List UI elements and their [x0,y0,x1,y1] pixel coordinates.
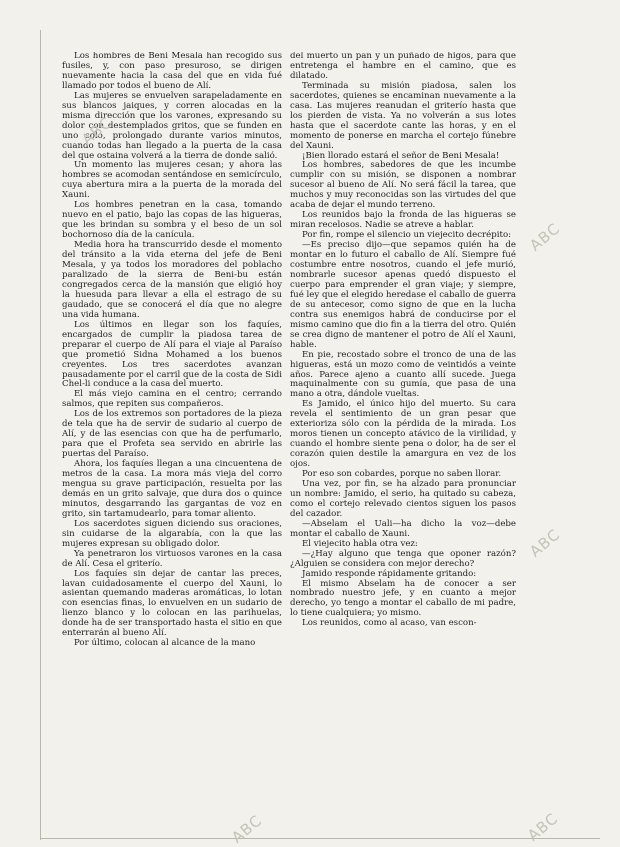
paragraph: Los hombres de Beni Mesala han recogido sus fusiles, y, con paso presuroso, se dirigen nuevamente hacia la casa del que en vida fué llamado por todos el bueno de Alí. [62,52,282,91]
paragraph: El mismo Abselam ha de conocer a ser nombrado nuestro jefe, y en cuanto a mejor derecho, yo tengo a montar el caballo de mi padre, lo tiene cualquiera; yo mismo. [290,578,516,619]
abc-watermark: ABC [228,811,266,847]
paragraph: Jamido responde rápidamente gritando: [302,568,477,579]
abc-watermark: ABC [524,809,562,845]
abc-watermark: ABC [526,525,564,561]
paragraph: Un momento las mujeres cesan; y ahora las hombres se acomodan sentándose en semicírculo, cuya abertura mira a la puerta de la morada del Xauni. [62,160,282,201]
paragraph: Una vez, por fin, se ha alzado para pronunciar un nombre: Jamido, el serio, ha quitado su cabeza, como el cortejo relevado cientos siguen los pasos del cazador. [290,478,516,519]
right-column [290,52,516,838]
left-column [62,52,282,838]
paragraph: —¿Hay alguno que tenga que oponer razón? ¿Alguien se considera con mejor derecho? [290,548,516,569]
paragraph: Los hombres penetran en la casa, tomando nuevo en el patio, bajo las copas de las higueras, que les brindan su sombra y el beso de un sol bochornoso día de la canícula. [62,200,282,241]
paragraph: Por eso son cobardes, porque no saben llorar. [302,469,502,480]
paragraph: El viejecito habla otra vez: [302,538,418,549]
paragraph: Terminada su misión piadosa, salen los sacerdotes, quienes se encaminan nuevamente a la casa. Las mujeres reanudan el griterío hasta que los pierden de vista. Ya no volverán a sus lotes hasta que el sacerdote cante las horas, y en el momento de ponerse en marcha el cortejo fúnebre del Xauni. [290,80,516,151]
abc-watermark: ABC [78,113,116,149]
paragraph: Los hombres, sabedores de que les incumbe cumplir con su misión, se disponen a nombrar sucesor al bueno de Alí. No será fácil la tarea, que muchos y muy reconocidas son las virtudes del que acaba de dejar el mundo terreno. [290,160,516,211]
paragraph: Las mujeres se envuelven sarapeladamente en sus blancos jaiques, y corren alocadas en la misma dirección que los varones, expresando su dolor con destemplados gritos, que se funden en uno solo, prolongado durante varios minutos, cuando todas han llegado a la puerta de la casa del que ostaina volverá a la tierra de donde salió. [62,90,282,161]
paragraph: ¡Bien llorado estará el señor de Beni Mesala! [302,150,500,161]
paragraph: En pie, recostado sobre el tronco de una de las higueras, está un mozo como de veintidós a veinte años. Parece ajeno a cuanto allí sucede. Juega maquinalmente con su gumía, que pasa de una mano a otra, dándole vueltas. [290,349,516,400]
paragraph: Los reunidos, como al acaso, van escon- [302,618,477,629]
abc-watermark: ABC [526,219,564,255]
bottom-rule [40,838,600,839]
paragraph: El más viejo camina en el centro; cerrando salmos, que repiten sus compañeros. [62,389,282,410]
paragraph: Los faquíes sin dejar de cantar las preces, lavan cuidadosamente el cuerpo del Xauni, lo asientan quemando maderas aromáticas, lo lotan con esencias finas, lo envuelven en un sudario de lienzo blanco y lo colocan en las parihuelas, donde ha de ser transportado hasta el sitio en que enterrarán al bueno Alí. [62,568,282,639]
paragraph: Es Jamido, el único hijo del muerto. Su cara revela el sentimiento de un gran pesar que exterioriza sólo con la pérdida de la mirada. Los moros tienen un concepto atávico de la virilidad, y cuando el hombre siente pena o dolor, ha de ser el corazón quien destile la amargura en vez de los ojos. [290,399,516,470]
paragraph: del muerto un pan y un puñado de higos, para que entretenga el hambre en el camino, que es dilatado. [290,52,516,81]
paragraph: Los de los extremos son portadores de la pieza de tela que ha de servir de sudario al cuerpo de Alí, y de las esencias con que ha de perfumarlo, para que el Profeta sea servido en abrirle las puertas del Paraíso. [62,409,282,460]
paragraph: Los sacerdotes siguen diciendo sus oraciones, sin cuidarse de la algarabía, con la que las mujeres expresan su obligado dolor. [62,518,282,549]
paragraph: Los reunidos bajo la fronda de las higueras se miran recelosos. Nadie se atreve a hablar. [290,210,516,231]
paragraph: Ahora, los faquíes llegan a una cincuentena de metros de la casa. La mora más vieja del corro mengua su grave participación, resuelta por las demás en un grito salvaje, que dura dos o quince minutos, desgarrando las gargantas de voz en grito, sin tartamudearlo, para tomar aliento. [62,459,282,519]
paragraph: —Es preciso dijo—que sepamos quién ha de montar en lo futuro el caballo de Alí. Siempre fué costumbre entre nosotros, cuando el jefe murió, nombrarle sucesor apenas quedó dispuesto el cuerpo para emprender el gran viaje; y siempre, fué ley que el elegido heredase el caballo de guerra de su antecesor, como signo de que en la lucha contra sus enemigos habrá de conducirse por el mismo camino que dio fin a la tierra del otro. Quién se crea digno de mantener el potro de Alí el Xauni, hable. [290,240,516,350]
paragraph: Por último, colocan al alcance de la mano [74,638,256,649]
paragraph: Media hora ha transcurrido desde el momento del tránsito a la vida eterna del jefe de Beni Mesala, y ya todos los moradores del poblacho paralizado de la sierra de Beni-bu están congregados cerca de la mansión que eligió hoy la huesuda para llevar a ella el estrago de su gaudado, que se conocerá el día que no alegre una vida humana. [62,240,282,320]
page-edge-line [40,30,41,840]
paragraph: —Abselam el Uali—ha dicho la voz—debe montar el caballo de Xauni. [290,518,516,539]
paragraph: Por fin, rompe el silencio un viejecito decrépito: [302,230,512,241]
paragraph: Los últimos en llegar son los faquíes, encargados de cumplir la piadosa tarea de preparar el cuerpo de Alí para el viaje al Paraíso que prometió Sidna Mohamed a los buenos creyentes. Los tres sacerdotes avanzan pausadamente por el carril que de la costa de Sidi Chel-li conduce a la casa del muerto. [62,319,282,390]
paragraph: Ya penetraron los virtuosos varones en la casa de Alí. Cesa el griterío. [62,548,282,569]
